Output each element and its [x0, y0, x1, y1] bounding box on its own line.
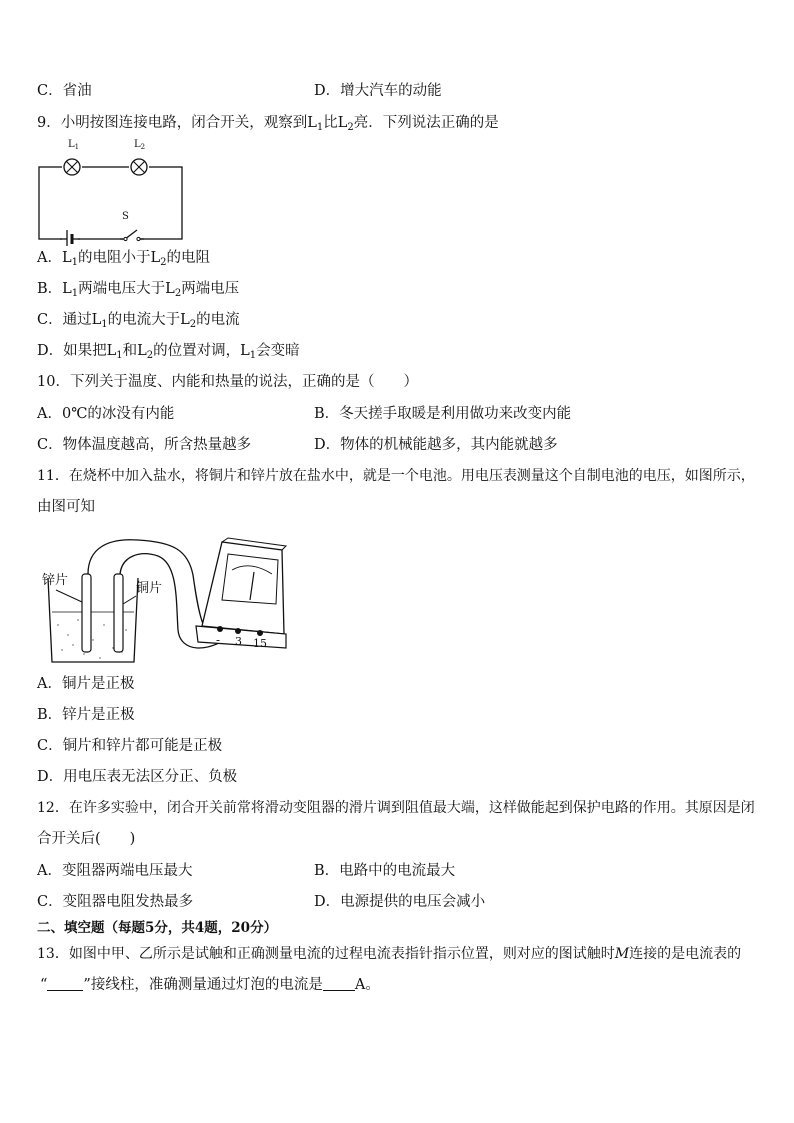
voltmeter [196, 538, 286, 650]
q9-stem-part: 9．小明按图连接电路，闭合开关，观察到L [37, 115, 317, 131]
q12-option-a: A．变阻器两端电压最大 [37, 863, 193, 879]
q13-answer-blank-terminal[interactable] [47, 976, 83, 991]
q9-opt-a-text: 的电阻小于L [77, 250, 161, 266]
q9-opt-c-sub: 2 [189, 319, 197, 330]
q9-opt-b-text: B．L [37, 281, 72, 297]
q9-opt-a-text: A．L [37, 250, 72, 266]
section-title-fill-in: 二、填空题（每题5分，共4题，20分） [37, 920, 278, 936]
voltmeter-terminal-3: 3 [235, 635, 242, 648]
q11-option-b: B．锌片是正极 [37, 707, 135, 723]
q9-opt-d-sub: 1 [116, 350, 123, 361]
q9-opt-d-text: 会变暗 [256, 343, 300, 359]
lamp-l2-symbol [131, 159, 147, 175]
voltmeter-terminal-15: 15 [253, 637, 267, 650]
q9-option-c [37, 311, 240, 329]
q9-opt-c-text: C．通过L [37, 312, 102, 328]
q13-stem-line2 [40, 976, 380, 994]
q13-stem-text: 连接的是电流表的 [629, 946, 742, 962]
q9-option-a [37, 249, 210, 267]
q12-option-b: B．电路中的电流最大 [314, 863, 456, 879]
q9-stem-part: 亮．下列说法正确的是 [353, 115, 499, 131]
q12-option-d: D．电源提供的电压会减小 [314, 894, 486, 910]
q13-stem-line1 [37, 945, 741, 963]
q12-stem-line1: 12．在许多实验中，闭合开关前常将滑动变阻器的滑片调到阻值最大端，这样做能起到保护电路的作用。其原因是闭 [37, 800, 755, 816]
q9-opt-a-sub: 1 [71, 257, 78, 268]
q9-opt-b-text: 两端电压 [181, 281, 240, 297]
q13-stem-text: A。 [354, 977, 380, 993]
q13-stem-text: 13．如图中甲、乙所示是试触和正确测量电流的过程电流表指针指示位置，则对应的图试触时 [37, 946, 615, 962]
q9-stem [37, 114, 499, 132]
circuit-wire-loop [39, 167, 182, 239]
q9-opt-c-text: 的电流 [196, 312, 240, 328]
lamp-l1-label: $L_1$ [68, 139, 80, 151]
lamp-l2-label: $L_2$ [134, 139, 146, 151]
q9-opt-d-sub: 2 [146, 350, 154, 361]
q9-opt-d-text: 和L [122, 343, 147, 359]
zinc-plate [82, 574, 91, 652]
q9-opt-b-sub: 2 [174, 288, 182, 299]
q9-opt-d-text: 的位置对调，L [153, 343, 250, 359]
q9-opt-b-text: 两端电压大于L [78, 281, 175, 297]
q9-opt-b-sub: 1 [71, 288, 79, 299]
q9-opt-a-sub: 2 [160, 257, 167, 268]
q11-stem-line1: 11．在烧杯中加入盐水，将铜片和锌片放在盐水中，就是一个电池。用电压表测量这个自制电池的电压，如图所示， [37, 468, 755, 484]
q12-stem-line2: 合开关后( ) [37, 831, 136, 847]
switch-s-label: S [122, 211, 129, 222]
q11-option-a: A．铜片是正极 [37, 676, 135, 692]
q10-stem: 10．下列关于温度、内能和热量的说法，正确的是（ ） [37, 374, 418, 390]
q9-opt-d-text: D．如果把L [37, 343, 117, 359]
q8-option-c: C．省油 [37, 83, 92, 99]
q9-stem-sub: 2 [347, 122, 354, 133]
q9-opt-d-sub: 1 [249, 350, 257, 361]
beaker [48, 578, 138, 662]
q11-option-d: D．用电压表无法区分正、负极 [37, 769, 238, 785]
q11-stem-line2: 由图可知 [37, 499, 95, 515]
q13-stem-text: ”接线柱，准确测量通过灯泡的电流是 [83, 977, 323, 993]
q9-option-b [37, 280, 239, 298]
voltmeter-terminal-minus: - [216, 633, 221, 647]
lamp-l1-symbol [64, 159, 80, 175]
q8-option-d: D．增大汽车的动能 [314, 83, 442, 99]
q11-option-c: C．铜片和锌片都可能是正极 [37, 738, 223, 754]
q9-stem-part: 比L [323, 115, 348, 131]
q9-opt-c-sub: 1 [101, 319, 108, 330]
q10-option-d: D．物体的机械能越多，其内能就越多 [314, 437, 558, 453]
q9-circuit-diagram [34, 134, 190, 246]
q10-option-a: A．0℃的冰没有内能 [37, 406, 175, 422]
q11-battery-voltmeter-figure [38, 530, 290, 670]
q10-option-b: B．冬天搓手取暖是利用做功来改变内能 [314, 406, 572, 422]
q13-stem-text: “ [40, 977, 48, 993]
q13-answer-blank-current[interactable] [323, 976, 355, 991]
q13-stem-variable-m: M [614, 946, 630, 962]
copper-plate [114, 574, 123, 652]
q10-option-c: C．物体温度越高，所含热量越多 [37, 437, 252, 453]
q9-stem-sub: 1 [316, 122, 324, 133]
q9-opt-c-text: 的电流大于L [107, 312, 190, 328]
q9-option-d [37, 342, 300, 360]
copper-label: 铜片 [136, 581, 163, 596]
zinc-label: 锌片 [42, 573, 69, 588]
q9-opt-a-text: 的电阻 [166, 250, 210, 266]
q12-option-c: C．变阻器电阻发热最多 [37, 894, 194, 910]
